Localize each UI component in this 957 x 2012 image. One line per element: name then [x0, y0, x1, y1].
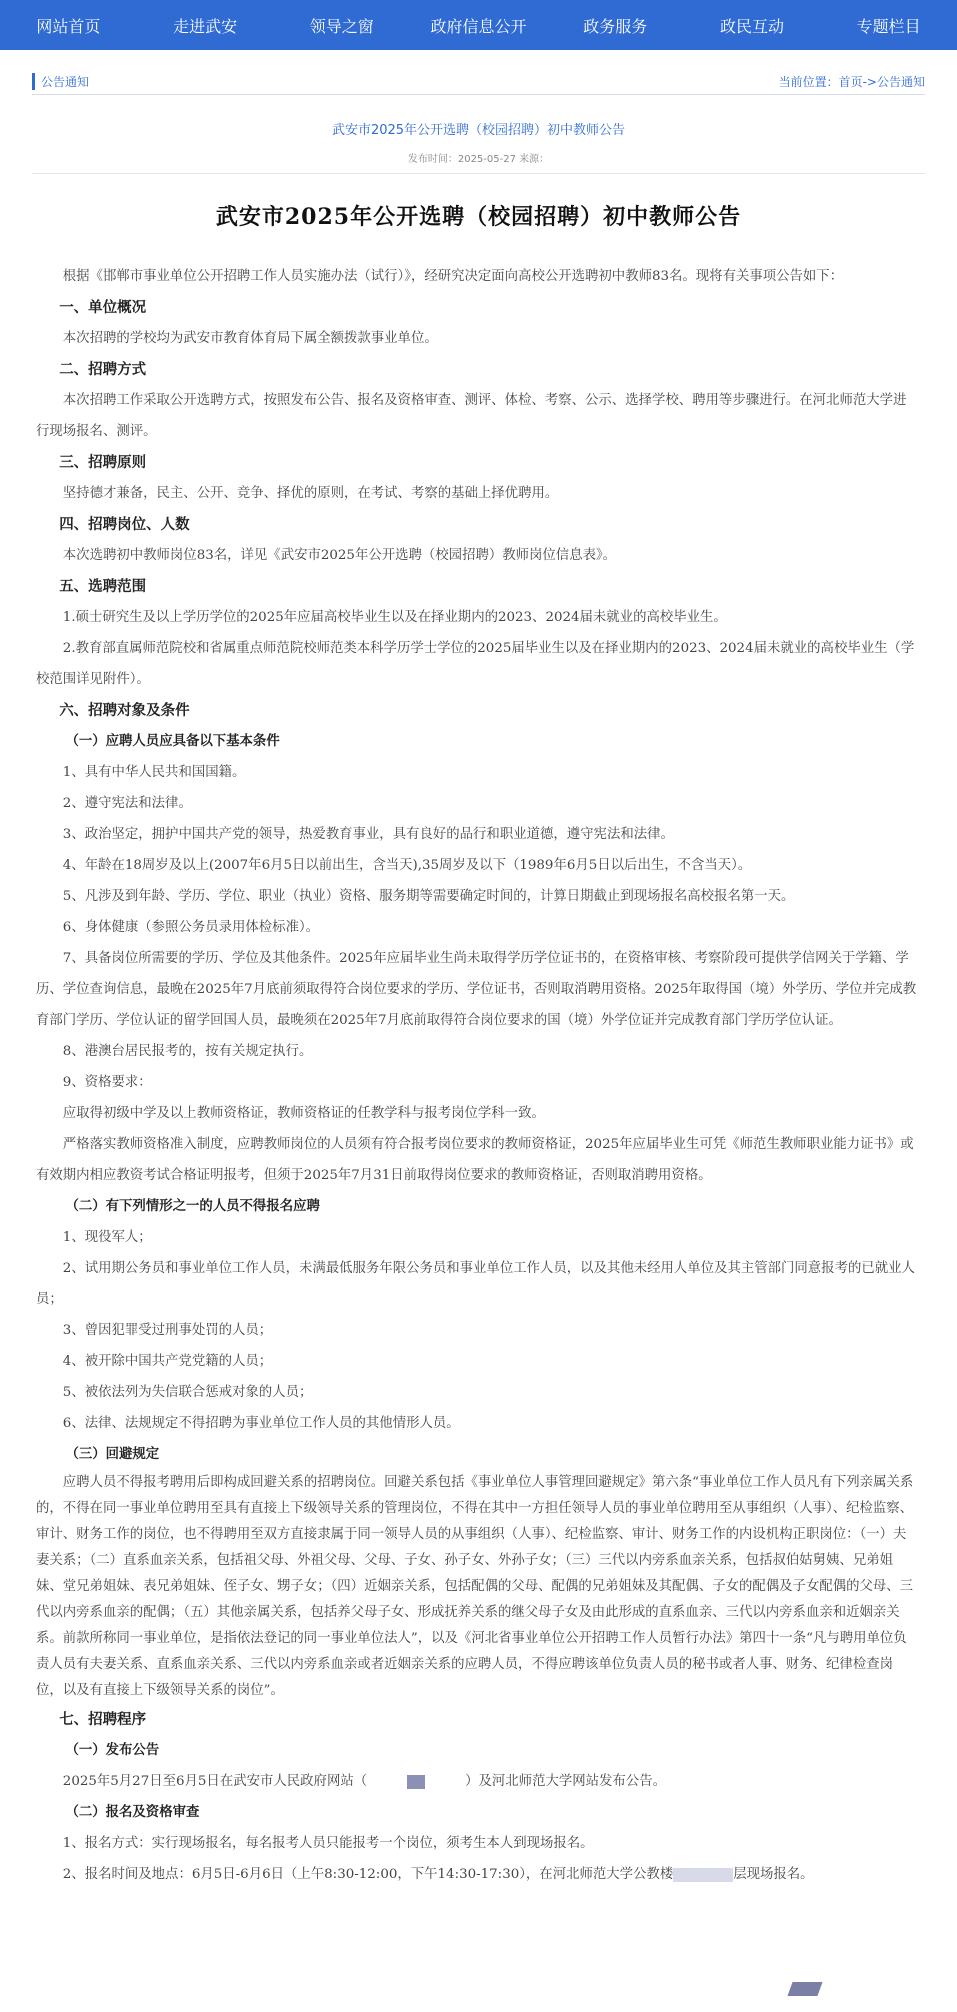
- section-heading: 一、单位概况: [59, 299, 147, 316]
- paragraph: 1.硕士研究生及以上学历学位的2025年应届高校毕业生以及在择业期内的2023、2024届未就业的高校毕业生。: [62, 610, 727, 625]
- list-item: 5、凡涉及到年龄、学历、学位、职业（执业）资格、服务期等需要确定时间的，计算日期截止到现场报名高校报名第一天。: [62, 889, 795, 904]
- section-heading: 五、选聘范围: [59, 578, 147, 595]
- nav-interaction[interactable]: 政民互动: [719, 16, 784, 36]
- announce-text-start: 2025年5月27日至6月5日在武安市人民政府网站（: [62, 1774, 368, 1789]
- list-item: 1、现役军人；: [62, 1230, 152, 1245]
- list-item: 4、年龄在18周岁及以上(2007年6月5日以前出生，含当天),35周岁及以下（1989年6月5日以后出生，不含当天）。: [62, 858, 752, 873]
- list-item: 1、具有中华人民共和国国籍。: [62, 765, 246, 780]
- section-label: 公告通知: [32, 73, 89, 90]
- intro-paragraph: 根据《邯郸市事业单位公开招聘工作人员实施办法（试行）》，经研究决定面向高校公开选聘初中教师83名。现将有关事项公告如下：: [62, 269, 844, 284]
- paragraph: 本次选聘初中教师岗位83名，详见《武安市2025年公开选聘（校园招聘）教师岗位信息表》。: [62, 548, 617, 563]
- paragraph: 严格落实教师资格准入制度，应聘教师岗位的人员须有符合报考岗位要求的教师资格证，2025年应届毕业生可凭《师范生教师职业能力证书》或有效期内相应教资考试合格证明报考，但须于2025年7月31日前取得岗位要求的教师资格证，否则取消聘用资格。: [36, 1137, 914, 1183]
- list-item: 1、报名方式：实行现场报名，每名报考人员只能报考一个岗位，须考生本人到现场报名。: [62, 1836, 594, 1851]
- nav-about-wuan[interactable]: 走进武安: [173, 16, 238, 36]
- redacted-link: [407, 1775, 425, 1789]
- subsection-heading: （三）回避规定: [65, 1446, 160, 1462]
- announce-text-end: ）及河北师范大学网站发布公告。: [465, 1774, 666, 1789]
- article-body: [0, 261, 957, 1890]
- section-heading: 四、招聘岗位、人数: [59, 516, 190, 533]
- article-subtitle: 武安市2025年公开选聘（校园招聘）初中教师公告: [331, 123, 626, 138]
- subsection-heading: （二）报名及资格审查: [65, 1804, 200, 1820]
- list-item: 3、曾因犯罪受过刑事处罚的人员；: [62, 1323, 273, 1338]
- redacted-text: [673, 1868, 733, 1882]
- list-item: 8、港澳台居民报考的，按有关规定执行。: [62, 1044, 313, 1059]
- list-item: 4、被开除中国共产党党籍的人员；: [62, 1354, 273, 1369]
- nav-topics[interactable]: 专题栏目: [856, 16, 921, 36]
- paragraph: 本次招聘工作采取公开选聘方式，按照发布公告、报名及资格审查、测评、体检、考察、公示、选择学校、聘用等步骤进行。在河北师范大学进行现场报名、测评。: [36, 393, 907, 439]
- page-title: 武安市2025年公开选聘（校园招聘）初中教师公告: [215, 204, 742, 230]
- divider: [32, 173, 925, 174]
- paragraph: [36, 1766, 917, 1797]
- subsection-heading: （一）发布公告: [65, 1742, 160, 1758]
- breadcrumb-separator: ->: [862, 74, 877, 89]
- registration-text-start: 2、报名时间及地点：6月5日-6月6日（上午8:30-12:00，下午14:30-17:30），在河北师范大学公教楼: [62, 1867, 674, 1882]
- list-item: 6、法律、法规规定不得招聘为事业单位工作人员的其他情形人员。: [62, 1416, 460, 1431]
- registration-text-end: 层现场报名。: [733, 1867, 814, 1882]
- list-item: 2、试用期公务员和事业单位工作人员，未满最低服务年限公务员和事业单位工作人员，以及其他未经用人单位及其主管部门同意报考的已就业人员；: [36, 1261, 915, 1307]
- section-heading: 七、招聘程序: [59, 1711, 147, 1728]
- breadcrumb-bar: [32, 68, 925, 95]
- list-item: 9、资格要求：: [62, 1075, 152, 1090]
- list-item: 6、身体健康（参照公务员录用体检标准）。: [62, 920, 320, 935]
- section-heading: 三、招聘原则: [59, 454, 147, 471]
- article-meta: 发布时间：2025-05-27 来源：: [407, 154, 550, 165]
- list-item: 5、被依法列为失信联合惩戒对象的人员；: [62, 1385, 313, 1400]
- list-item: [36, 1859, 917, 1890]
- section-heading: 六、招聘对象及条件: [59, 702, 190, 719]
- subsection-heading: （一）应聘人员应具备以下基本条件: [65, 733, 280, 749]
- nav-home[interactable]: 网站首页: [36, 16, 101, 36]
- paragraph: 2.教育部直属师范院校和省属重点师范院校师范类本科学历学士学位的2025届毕业生以及在择业期内的2023、2024届未就业的高校毕业生（学校范围详见附件）。: [36, 641, 915, 687]
- section-heading: 二、招聘方式: [59, 361, 147, 378]
- breadcrumb: [779, 73, 925, 90]
- list-item: 2、遵守宪法和法律。: [62, 796, 192, 811]
- paragraph: 应取得初级中学及以上教师资格证，教师资格证的任教学科与报考岗位学科一致。: [62, 1106, 545, 1121]
- paragraph: 本次招聘的学校均为武安市教育体育局下属全额拨款事业单位。: [62, 331, 438, 346]
- nav-gov-info[interactable]: 政府信息公开: [430, 16, 527, 36]
- nav-services[interactable]: 政务服务: [583, 16, 648, 36]
- paragraph: 应聘人员不得报考聘用后即构成回避关系的招聘岗位。回避关系包括《事业单位人事管理回避规定》第六条“事业单位工作人员凡有下列亲属关系的，不得在同一事业单位聘用至具有直接上下级领导关系的管理岗位，不得在其中一方担任领导人员的事业单位聘用至从事组织（人事）、纪检监察、审计、财务工作的岗位，也不得聘用至双方直接隶属于同一领导人员的从事组织（人事）、纪检监察、审计、财务工作的内设机构正职岗位：（一）夫妻关系；（二）直系血亲关系，包括祖父母、外祖父母、父母、子女、孙子女、外孙子女；（三）三代以内旁系血亲关系，包括叔伯姑舅姨、兄弟姐妹、堂兄弟姐妹、表兄弟姐妹、侄子女、甥子女；（四）近姻亲关系，包括配偶的父母、配偶的兄弟姐妹及其配偶、子女的配偶及子女配偶的父母、三代以内旁系血亲的配偶；（五）其他亲属关系，包括养父母子女、形成抚养关系的继父母子女及由此形成的直系血亲、三代以内旁系血亲和近姻亲关系。前款所称同一事业单位，是指依法登记的同一事业单位法人”，以及《河北省事业单位公开招聘工作人员暂行办法》第四十一条“凡与聘用单位负责人员有夫妻关系、直系血亲关系、三代以内旁系血亲或者近姻亲关系的应聘人员，不得应聘该单位负责人员的秘书或者人事、财务、纪律检查岗位，以及有直接上下级领导关系的岗位”。: [36, 1475, 914, 1698]
- paragraph: 坚持德才兼备，民主、公开、竞争、择优的原则，在考试、考察的基础上择优聘用。: [62, 486, 559, 501]
- breadcrumb-home-link[interactable]: 首页: [838, 74, 863, 89]
- subsection-heading: （二）有下列情形之一的人员不得报名应聘: [65, 1198, 320, 1214]
- breadcrumb-location-label: 当前位置：: [778, 74, 839, 89]
- list-item: 3、政治坚定，拥护中国共产党的领导，热爱教育事业，具有良好的品行和职业道德，遵守宪法和法律。: [62, 827, 674, 842]
- nav-leaders[interactable]: 领导之窗: [309, 16, 374, 36]
- top-navigation: [0, 0, 957, 50]
- breadcrumb-current-link[interactable]: 公告通知: [876, 74, 925, 89]
- list-item: 7、具备岗位所需要的学历、学位及其他条件。2025年应届毕业生尚未取得学历学位证书的，在资格审核、考察阶段可提供学信网关于学籍、学历、学位查询信息，最晚在2025年7月底前须取得符合岗位要求的学历、学位证书，否则取消聘用资格。2025年取得国（境）外学历、学位并完成教育部门学历、学位认证的留学回国人员，最晚须在2025年7月底前取得符合岗位要求的国（境）外学位证并完成教育部门学历学位认证。: [36, 951, 917, 1028]
- redaction-mark: [787, 1982, 822, 1996]
